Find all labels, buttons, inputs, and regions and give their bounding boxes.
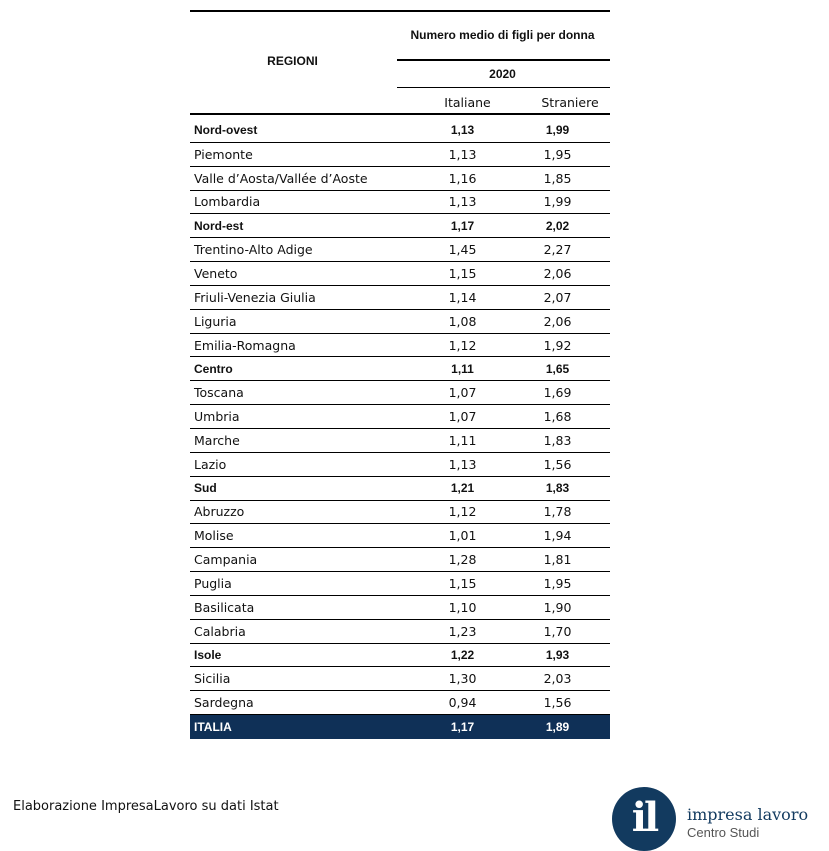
header-bottom-rule xyxy=(190,113,610,115)
table-row xyxy=(190,405,610,429)
value-italiane: 1,13 xyxy=(448,146,477,162)
header-rule xyxy=(397,59,610,61)
table-row xyxy=(190,238,610,262)
value-italiane: 1,23 xyxy=(448,623,477,639)
region-name: Campania xyxy=(194,552,258,568)
impresa-lavoro-logo xyxy=(612,787,812,847)
table-row xyxy=(190,310,610,334)
value-straniere: 1,69 xyxy=(543,385,572,401)
region-name: Puglia xyxy=(194,575,232,591)
value-italiane: 0,94 xyxy=(448,695,477,711)
region-name: Emilia-Romagna xyxy=(194,337,296,353)
table-row-macroarea xyxy=(190,119,610,143)
region-name: Umbria xyxy=(194,409,240,425)
value-straniere: 1,99 xyxy=(543,194,572,210)
table-row xyxy=(190,667,610,691)
table-row xyxy=(190,453,610,477)
region-name: Calabria xyxy=(194,623,246,639)
region-name: Centro xyxy=(194,361,233,376)
region-name: Lazio xyxy=(194,456,227,472)
value-straniere: 2,03 xyxy=(543,671,572,687)
value-straniere: 2,07 xyxy=(543,289,572,305)
header-col-italian: Italiane xyxy=(444,95,491,110)
value-straniere: 1,99 xyxy=(545,123,570,138)
value-italiane: 1,10 xyxy=(448,599,477,615)
region-name: Abruzzo xyxy=(194,504,245,520)
value-italiane: 1,01 xyxy=(448,528,477,544)
table-row xyxy=(190,262,610,286)
value-straniere: 1,83 xyxy=(543,432,572,448)
value-straniere: 2,27 xyxy=(543,242,572,258)
value-straniere: 1,92 xyxy=(543,337,572,353)
value-italiane: 1,14 xyxy=(448,289,477,305)
header-col-foreign: Straniere xyxy=(541,95,599,110)
value-italiane: 1,11 xyxy=(448,432,477,448)
value-straniere: 2,02 xyxy=(545,218,570,233)
table-row xyxy=(190,572,610,596)
logo-name: impresa lavoro xyxy=(687,805,809,824)
table-row xyxy=(190,620,610,644)
table-row xyxy=(190,334,610,358)
header-year: 2020 xyxy=(489,67,516,81)
logo-subtitle: Centro Studi xyxy=(687,825,760,840)
table-row xyxy=(190,167,610,191)
value-straniere: 1,90 xyxy=(543,599,572,615)
region-name: Basilicata xyxy=(194,599,255,615)
region-name: Liguria xyxy=(194,313,237,329)
table-row xyxy=(190,691,610,715)
value-italiane: 1,07 xyxy=(448,385,477,401)
value-italiane: 1,12 xyxy=(448,337,477,353)
table-row xyxy=(190,429,610,453)
value-italiane: 1,15 xyxy=(448,265,477,281)
value-italiane: 1,13 xyxy=(450,123,475,138)
region-name: Isole xyxy=(194,647,222,662)
table-row-macroarea xyxy=(190,644,610,668)
region-name: Valle d’Aosta/Vallée d’Aoste xyxy=(194,170,368,186)
value-italiane: 1,07 xyxy=(448,409,477,425)
value-straniere: 1,70 xyxy=(543,623,572,639)
header-measure: Numero medio di figli per donna xyxy=(410,28,595,42)
table-row xyxy=(190,191,610,215)
value-straniere: 1,81 xyxy=(543,552,572,568)
value-straniere: 1,93 xyxy=(545,647,570,662)
region-name: Veneto xyxy=(194,265,238,281)
region-name: Sud xyxy=(194,481,217,496)
value-straniere: 1,65 xyxy=(545,361,570,376)
value-italiane: 1,22 xyxy=(450,647,475,662)
header-regions: REGIONI xyxy=(267,54,318,68)
value-straniere: 1,83 xyxy=(545,481,570,496)
table-row-total xyxy=(190,715,610,739)
region-name: Lombardia xyxy=(194,194,261,210)
value-straniere: 1,89 xyxy=(545,720,570,735)
table-row xyxy=(190,596,610,620)
region-name: Molise xyxy=(194,528,234,544)
value-straniere: 1,78 xyxy=(543,504,572,520)
table-row xyxy=(190,381,610,405)
table-row xyxy=(190,143,610,167)
value-straniere: 1,56 xyxy=(543,456,572,472)
table-row-macroarea xyxy=(190,477,610,501)
region-name: Friuli-Venezia Giulia xyxy=(194,289,316,305)
value-italiane: 1,16 xyxy=(448,170,477,186)
table-row-macroarea xyxy=(190,214,610,238)
table-body xyxy=(190,119,610,739)
region-name: ITALIA xyxy=(194,720,232,735)
value-italiane: 1,45 xyxy=(448,242,477,258)
value-straniere: 1,56 xyxy=(543,695,572,711)
value-italiane: 1,21 xyxy=(450,481,475,496)
value-italiane: 1,11 xyxy=(451,361,474,376)
value-straniere: 1,95 xyxy=(543,146,572,162)
table-top-rule xyxy=(190,10,610,12)
value-italiane: 1,08 xyxy=(448,313,477,329)
value-italiane: 1,17 xyxy=(450,720,475,735)
value-italiane: 1,13 xyxy=(448,456,477,472)
value-italiane: 1,28 xyxy=(448,552,477,568)
value-straniere: 1,94 xyxy=(543,528,572,544)
table-row-macroarea xyxy=(190,357,610,381)
region-name: Marche xyxy=(194,432,240,448)
table-row xyxy=(190,548,610,572)
header-rule xyxy=(397,87,610,88)
region-name: Piemonte xyxy=(194,146,253,162)
region-name: Sicilia xyxy=(194,671,231,687)
table-row xyxy=(190,501,610,525)
value-italiane: 1,15 xyxy=(448,575,477,591)
value-straniere: 1,95 xyxy=(543,575,572,591)
value-italiane: 1,17 xyxy=(450,218,475,233)
source-note: Elaborazione ImpresaLavoro su dati Istat xyxy=(13,799,279,814)
value-straniere: 2,06 xyxy=(543,265,572,281)
region-name: Toscana xyxy=(194,385,244,401)
value-italiane: 1,13 xyxy=(448,194,477,210)
table-row xyxy=(190,286,610,310)
region-name: Nord-est xyxy=(194,218,244,233)
value-italiane: 1,30 xyxy=(448,671,477,687)
value-straniere: 1,68 xyxy=(543,409,572,425)
table-row xyxy=(190,524,610,548)
logo-mark: il xyxy=(612,787,676,851)
value-italiane: 1,12 xyxy=(448,504,477,520)
region-name: Sardegna xyxy=(194,695,254,711)
value-straniere: 2,06 xyxy=(543,313,572,329)
region-name: Trentino-Alto Adige xyxy=(194,242,313,258)
region-name: Nord-ovest xyxy=(194,123,258,138)
value-straniere: 1,85 xyxy=(543,170,572,186)
